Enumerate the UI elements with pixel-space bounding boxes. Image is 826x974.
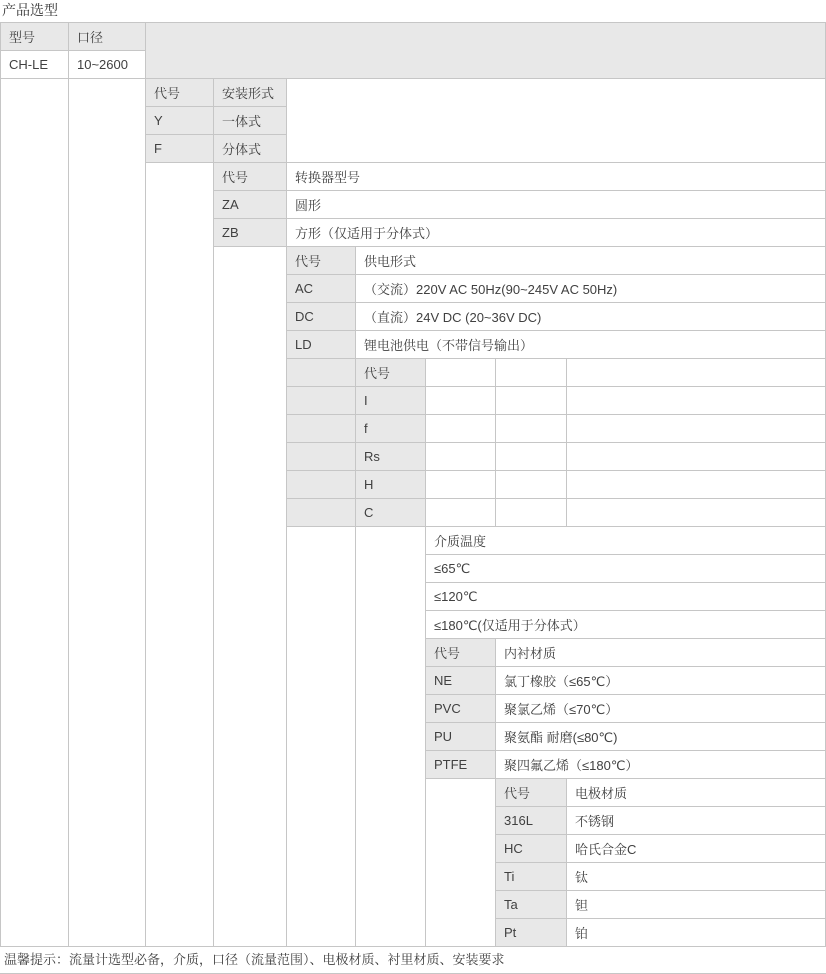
temperature-header: 介质温度 (426, 527, 826, 555)
table-empty-cell (287, 387, 356, 415)
table-empty-cell (496, 471, 567, 499)
lining-code-header: 代号 (426, 639, 496, 667)
lining-row-code: PTFE (426, 751, 496, 779)
table-empty-cell (287, 79, 826, 163)
cell-diameter-value: 10~2600 (69, 51, 146, 79)
table-empty-cell (496, 499, 567, 527)
table-empty-cell (356, 527, 426, 947)
lining-row-code: NE (426, 667, 496, 695)
table-empty-cell (426, 359, 496, 387)
electrode-code-header: 代号 (496, 779, 567, 807)
lining-row-name: 聚氯乙烯（≤70℃） (496, 695, 826, 723)
electrode-row-code: Ta (496, 891, 567, 919)
electrode-row-name: 不锈钢 (567, 807, 826, 835)
install-row-code: F (146, 135, 214, 163)
table-empty-cell (69, 79, 146, 947)
col-header-model: 型号 (1, 23, 69, 51)
temperature-row: ≤180℃(仅适用于分体式） (426, 611, 826, 639)
install-name-header: 安装形式 (214, 79, 287, 107)
table-empty-cell (287, 471, 356, 499)
page-title: 产品选型 (2, 2, 58, 18)
power-row-code: LD (287, 331, 356, 359)
table-empty-cell (567, 471, 826, 499)
product-selection-table (0, 22, 826, 947)
table-empty-cell (146, 23, 826, 79)
lining-row-name: 聚四氟乙烯（≤180℃） (496, 751, 826, 779)
electrode-name-header: 电极材质 (567, 779, 826, 807)
lining-row-code: PVC (426, 695, 496, 723)
table-empty-cell (287, 359, 356, 387)
table-empty-cell (287, 443, 356, 471)
power-row-name: （直流）24V DC (20~36V DC) (356, 303, 826, 331)
table-empty-cell (214, 247, 287, 947)
table-empty-cell (287, 499, 356, 527)
table-empty-cell (567, 359, 826, 387)
install-row-name: 分体式 (214, 135, 287, 163)
table-empty-cell (426, 499, 496, 527)
converter-row-name: 圆形 (287, 191, 826, 219)
temperature-row: ≤120℃ (426, 583, 826, 611)
table-empty-cell (426, 779, 496, 947)
lining-row-name: 聚氨酯 耐磨(≤80℃) (496, 723, 826, 751)
converter-code-header: 代号 (214, 163, 287, 191)
electrode-row-name: 钛 (567, 863, 826, 891)
power-row-code: DC (287, 303, 356, 331)
table-empty-cell (567, 499, 826, 527)
signal-code-header: 代号 (356, 359, 426, 387)
table-empty-cell (426, 471, 496, 499)
install-row-name: 一体式 (214, 107, 287, 135)
electrode-row-code: Ti (496, 863, 567, 891)
signal-row-code: H (356, 471, 426, 499)
table-empty-cell (496, 387, 567, 415)
power-row-name: 锂电池供电（不带信号输出） (356, 331, 826, 359)
table-empty-cell (567, 415, 826, 443)
table-empty-cell (287, 415, 356, 443)
table-empty-cell (567, 387, 826, 415)
table-empty-cell (426, 415, 496, 443)
temperature-row: ≤65℃ (426, 555, 826, 583)
lining-row-code: PU (426, 723, 496, 751)
power-name-header: 供电形式 (356, 247, 826, 275)
converter-row-code: ZB (214, 219, 287, 247)
converter-name-header: 转换器型号 (287, 163, 826, 191)
converter-row-code: ZA (214, 191, 287, 219)
electrode-row-name: 铂 (567, 919, 826, 947)
table-empty-cell (496, 443, 567, 471)
cell-model-value: CH-LE (1, 51, 69, 79)
table-empty-cell (426, 443, 496, 471)
col-header-diameter: 口径 (69, 23, 146, 51)
table-empty-cell (1, 79, 69, 947)
electrode-row-code: HC (496, 835, 567, 863)
table-empty-cell (567, 443, 826, 471)
converter-row-name: 方形（仅适用于分体式） (287, 219, 826, 247)
electrode-row-code: Pt (496, 919, 567, 947)
power-code-header: 代号 (287, 247, 356, 275)
footer-note: 温馨提示：流量计选型必备，介质，口径（流量范围）、电极材质、衬里材质、安装要求 (0, 947, 826, 974)
lining-name-header: 内衬材质 (496, 639, 826, 667)
table-empty-cell (496, 359, 567, 387)
power-row-code: AC (287, 275, 356, 303)
lining-row-name: 氯丁橡胶（≤65℃） (496, 667, 826, 695)
table-empty-cell (287, 527, 356, 947)
signal-row-code: Rs (356, 443, 426, 471)
electrode-row-name: 哈氏合金C (567, 835, 826, 863)
power-row-name: （交流）220V AC 50Hz(90~245V AC 50Hz) (356, 275, 826, 303)
table-empty-cell (496, 415, 567, 443)
electrode-row-code: 316L (496, 807, 567, 835)
signal-row-code: C (356, 499, 426, 527)
signal-row-code: f (356, 415, 426, 443)
electrode-row-name: 钽 (567, 891, 826, 919)
table-empty-cell (426, 387, 496, 415)
install-row-code: Y (146, 107, 214, 135)
table-empty-cell (146, 163, 214, 947)
signal-row-code: I (356, 387, 426, 415)
install-code-header: 代号 (146, 79, 214, 107)
